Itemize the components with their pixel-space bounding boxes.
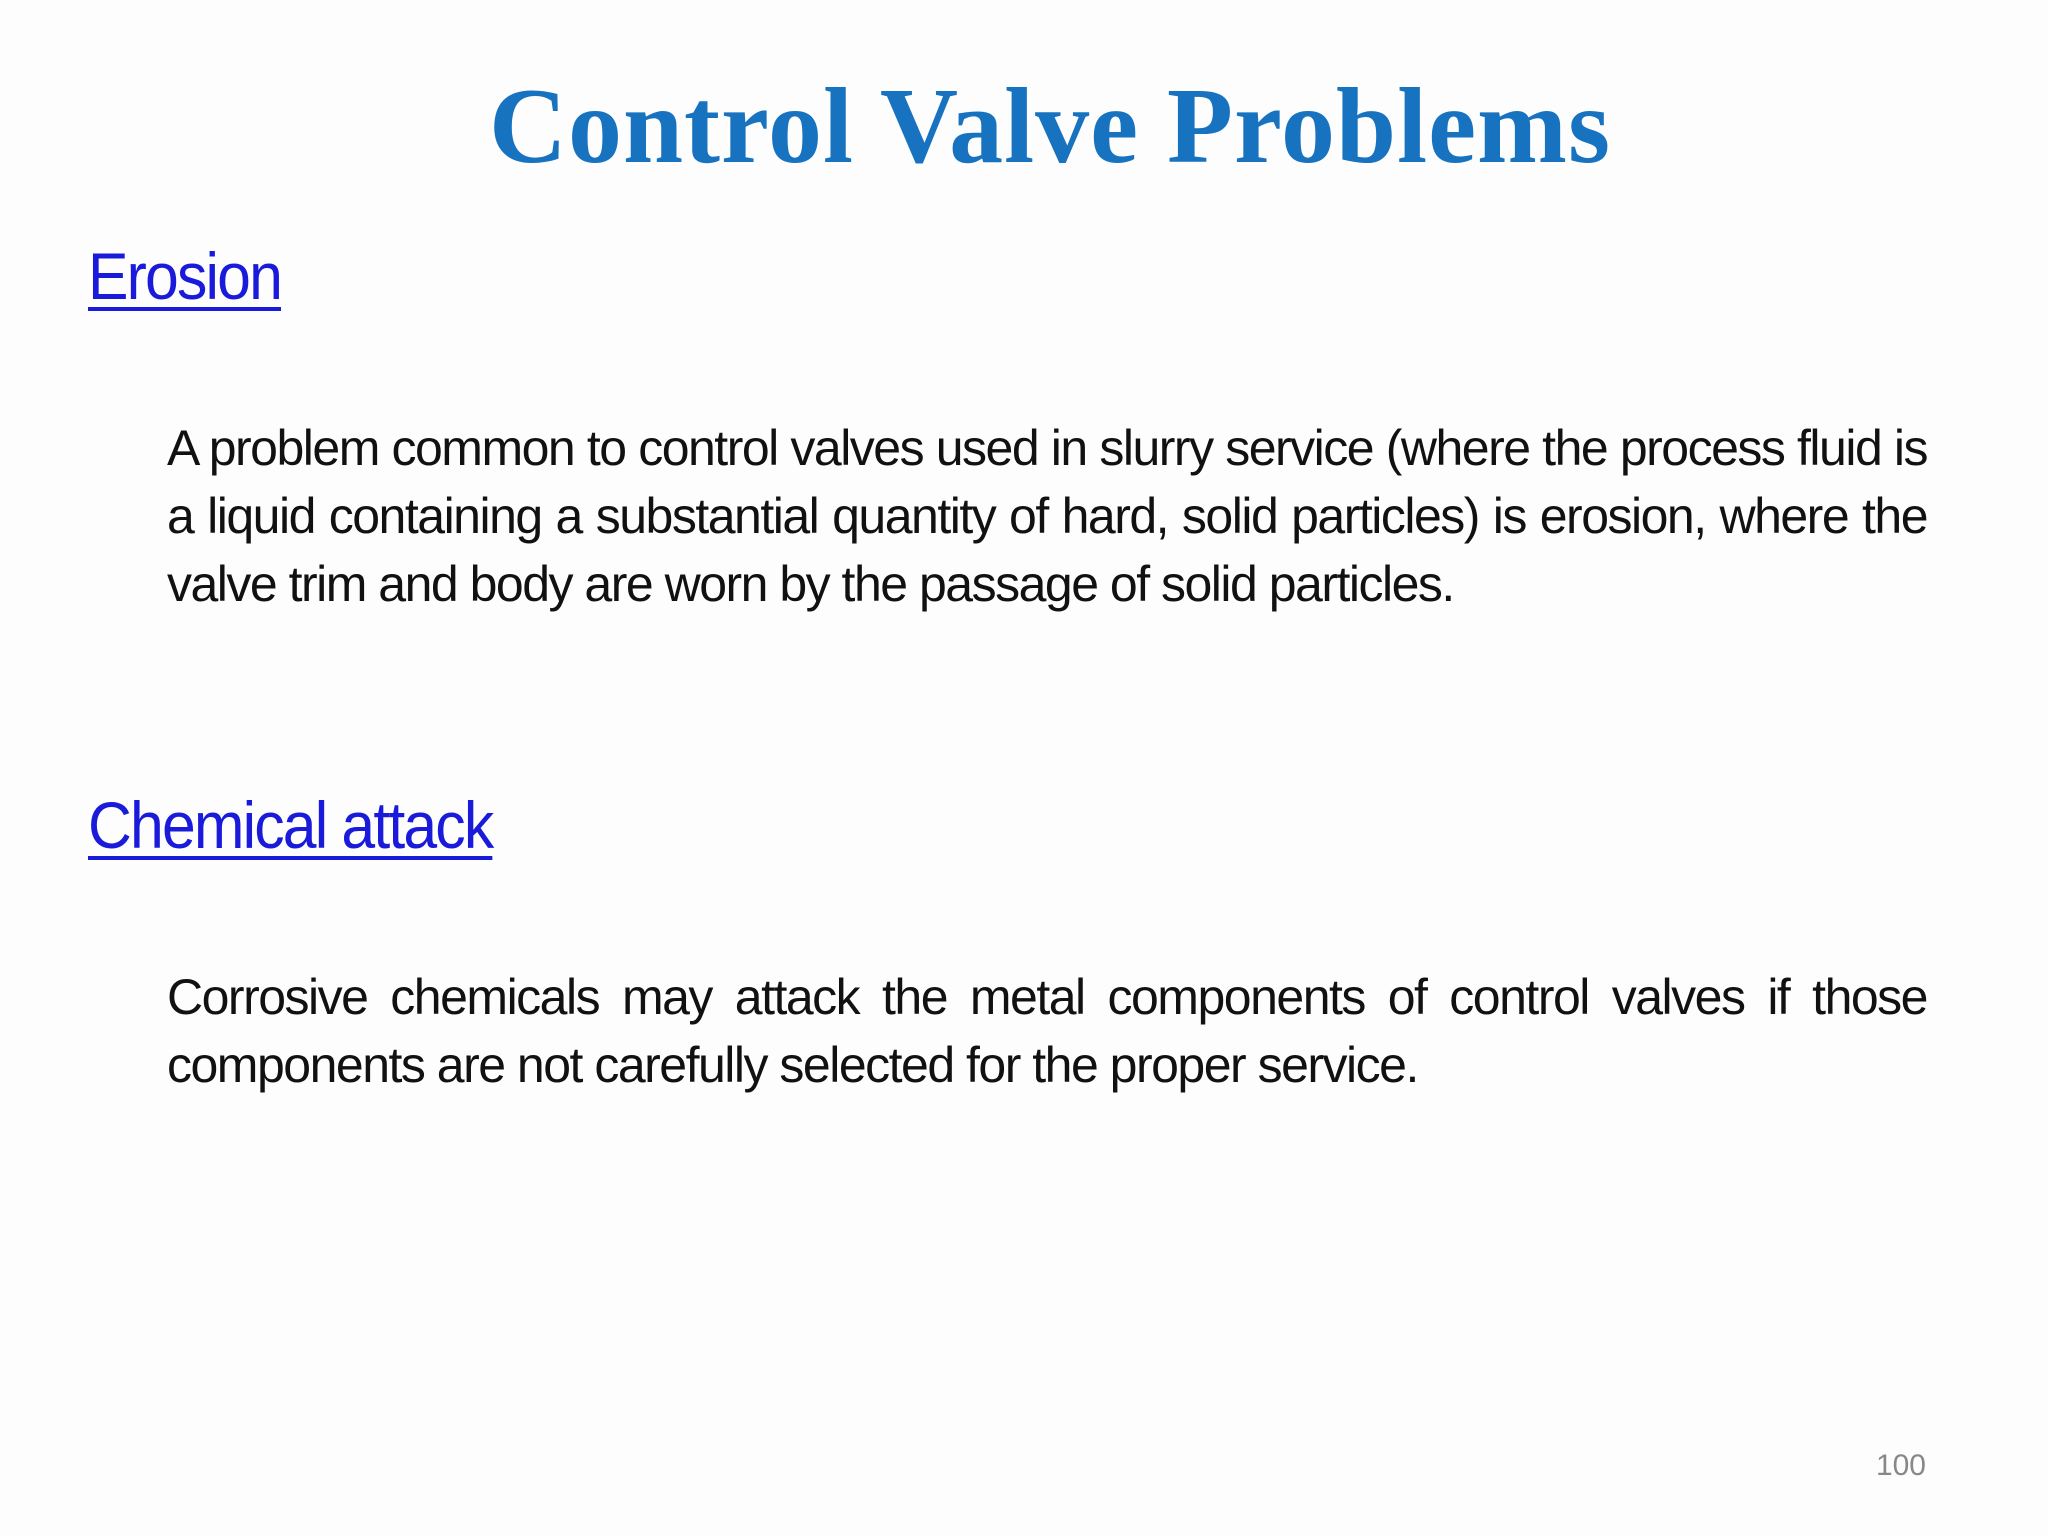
page-number: 100 [1875, 1449, 1926, 1482]
chemical-attack-heading-link[interactable]: Chemical attack [88, 788, 493, 862]
slide-title: Control Valve Problems [488, 67, 1612, 186]
erosion-description: A problem common to control valves used in slurry service (where the process fluid is a liquid containing a substantial quantity of hard, solid particles) is erosion, where the valve trim and body are worn by the passage of solid particles. [167, 420, 1927, 612]
erosion-heading-link[interactable]: Erosion [88, 239, 281, 313]
chemical-attack-description: Corrosive chemicals may attack the metal components of control valves if those components are not carefully selected for the proper service. [167, 969, 1927, 1093]
